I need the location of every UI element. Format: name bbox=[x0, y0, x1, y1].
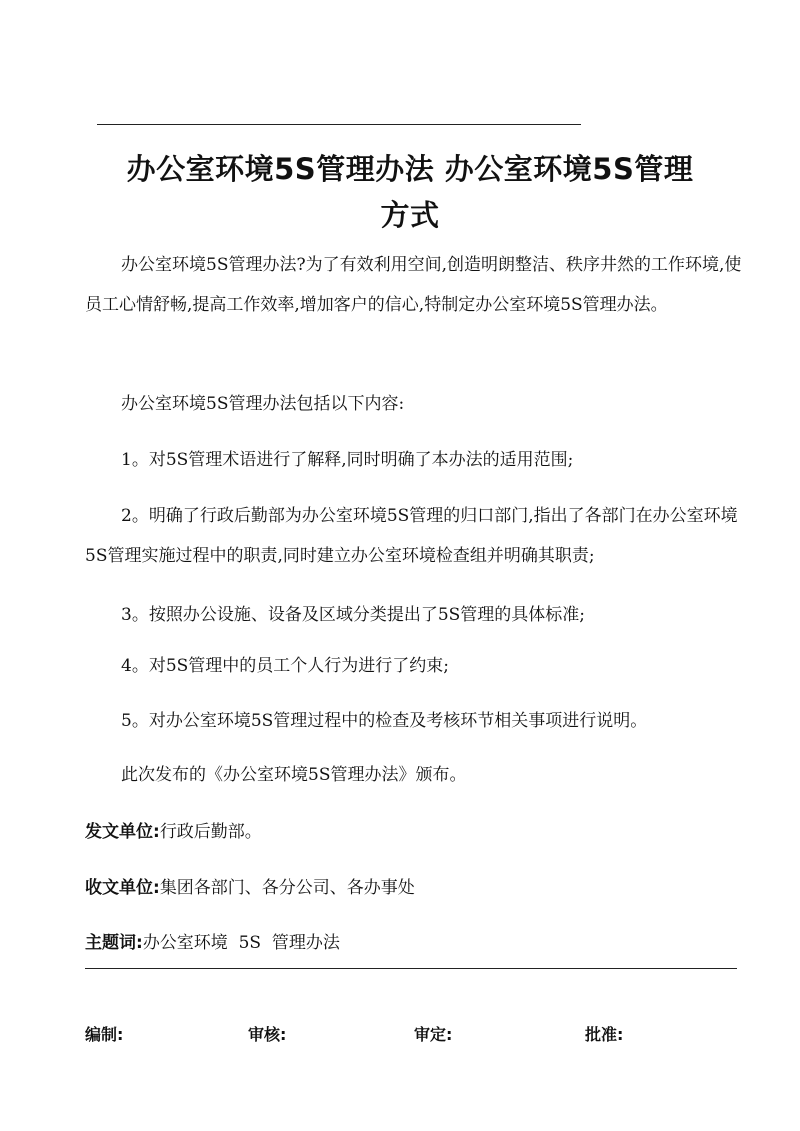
title-line-1: 办公室环境5S管理办法 办公室环境5S管理 bbox=[126, 152, 694, 186]
prepared-by-label: 编制: bbox=[85, 1025, 124, 1044]
header-rule bbox=[97, 124, 581, 125]
issuer-label: 发文单位: bbox=[85, 822, 160, 842]
document-title bbox=[60, 146, 760, 238]
footer-rule bbox=[85, 968, 737, 969]
intro-paragraph: 办公室环境5S管理办法?为了有效利用空间,创造明朗整洁、秩序井然的工作环境,使员工心情舒畅,提高工作效率,增加客户的信心,特制定办公室环境5S管理办法。 bbox=[85, 255, 742, 315]
contents-intro: 办公室环境5S管理办法包括以下内容: bbox=[121, 394, 405, 414]
list-item-3: 3。按照办公设施、设备及区域分类提出了5S管理的具体标准; bbox=[121, 605, 586, 625]
title-line-2: 方式 bbox=[380, 198, 440, 232]
verified-by-label: 审定: bbox=[414, 1025, 453, 1044]
approved-by-label: 批准: bbox=[585, 1025, 624, 1044]
list-item-2: 2。明确了行政后勤部为办公室环境5S管理的归口部门,指出了各部门在办公室环境5S管理实施过程中的职责,同时建立办公室环境检查组并明确其职责; bbox=[85, 506, 738, 566]
release-statement: 此次发布的《办公室环境5S管理办法》颁布。 bbox=[121, 765, 467, 785]
reviewed-by-label: 审核: bbox=[248, 1025, 287, 1044]
recipients-label: 收文单位: bbox=[85, 878, 160, 898]
issuer-value: 行政后勤部。 bbox=[159, 822, 262, 842]
list-item-5: 5。对办公室环境5S管理过程中的检查及考核环节相关事项进行说明。 bbox=[121, 711, 648, 731]
recipients-field bbox=[85, 876, 415, 900]
recipients-value: 集团各部门、各分公司、各办事处 bbox=[159, 878, 415, 898]
subject-value: 办公室环境 5S 管理办法 bbox=[142, 933, 340, 953]
list-item-4: 4。对5S管理中的员工个人行为进行了约束; bbox=[121, 656, 450, 676]
list-item-1: 1。对5S管理术语进行了解释,同时明确了本办法的适用范围; bbox=[121, 450, 574, 470]
subject-label: 主题词: bbox=[85, 933, 143, 953]
issuer-field bbox=[85, 820, 262, 844]
subject-field bbox=[85, 931, 340, 955]
